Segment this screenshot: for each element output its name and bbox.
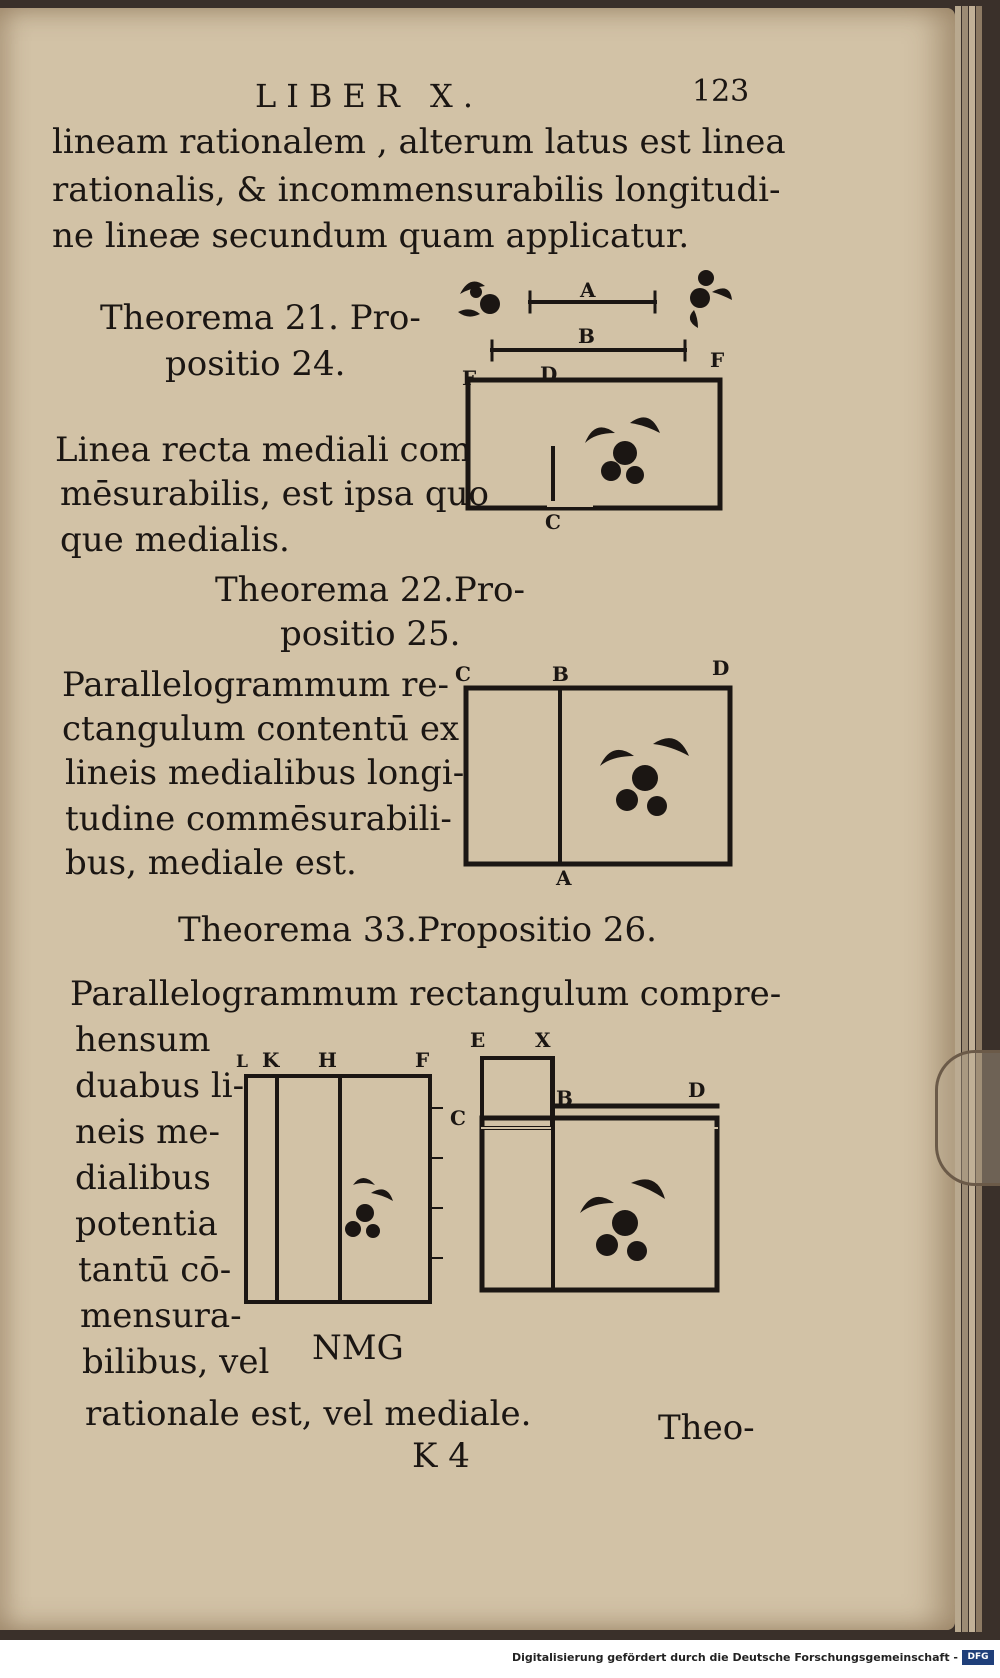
fleuron-icon [690, 270, 732, 328]
running-header: LIBER X. [255, 77, 483, 115]
fleuron-icon [458, 282, 500, 317]
page-edge [955, 6, 961, 1632]
label-f: F [462, 366, 477, 390]
footer-credit: Digitalisierung gefördert durch die Deutsche Forschungsgemeinschaft - [511, 1651, 958, 1664]
label-l: L [236, 1052, 248, 1072]
dfg-logo: DFG [962, 1650, 994, 1665]
theorem-22-text-2: ctangulum contentū ex [62, 709, 460, 749]
page-edge [976, 6, 982, 1632]
label-b: B [578, 324, 595, 348]
theorem-33-text-8: bilibus, vel [82, 1342, 270, 1382]
fleuron-icon [345, 1178, 393, 1238]
figure-2 [466, 688, 730, 864]
intro-line-2: rationalis, & incommensurabilis longitudi- [52, 170, 781, 210]
geometric-figures [0, 8, 955, 1630]
theorem-33-text-1: hensum [75, 1020, 211, 1060]
theorem-33-text-4: dialibus [75, 1158, 211, 1198]
theorem-21-heading: Theorema 21. Pro- [100, 298, 421, 338]
theorem-33-text-6: tantū cō- [78, 1250, 232, 1290]
rectangle-fd [468, 380, 720, 508]
theorem-33-text-first: Parallelogrammum rectangulum compre- [70, 974, 782, 1014]
label-a: A [580, 278, 596, 302]
label-c: C [455, 662, 471, 686]
footer-bar [0, 1640, 1000, 1678]
theorem-22-text-3: lineis medialibus longi- [65, 753, 465, 793]
label-f: F [710, 348, 725, 372]
fleuron-icon [585, 417, 660, 484]
fleuron-ornaments [345, 270, 732, 1261]
figure-3-right [482, 1058, 717, 1290]
theorem-22-text-5: bus, mediale est. [65, 843, 357, 883]
label-h: H [318, 1048, 337, 1072]
theorem-21-text-2: mēsurabilis, est ipsa quo [60, 474, 490, 514]
theorem-22-text-4: tudine commēsurabili- [65, 799, 452, 839]
theorem-33-text-7: mensura- [80, 1296, 242, 1336]
figure-3-left [246, 1076, 442, 1302]
label-a: A [556, 866, 572, 890]
theorem-22-heading: Theorema 22.Pro- [215, 570, 526, 610]
rectangle-cd [466, 688, 730, 864]
theorem-33-last-line: rationale est, vel mediale. [85, 1394, 532, 1434]
label-b: B [552, 662, 569, 686]
label-f: F [415, 1048, 430, 1072]
catchword: Theo- [658, 1408, 755, 1448]
page-edge [969, 6, 975, 1632]
fleuron-icon [580, 1179, 665, 1261]
theorem-22-text-1: Parallelogrammum re- [62, 665, 449, 705]
theorem-33-text-5: potentia [75, 1204, 218, 1244]
theorem-21-text-3: que medialis. [60, 520, 290, 560]
fleuron-icon [600, 738, 689, 816]
label-c: C [545, 510, 561, 534]
theorem-22-proposition: positio 25. [280, 614, 461, 654]
book-page [0, 8, 955, 1630]
theorem-33-heading: Theorema 33.Propositio 26. [178, 910, 657, 950]
label-x: X [535, 1028, 551, 1052]
intro-line-3: ne lineæ secundum quam applicatur. [52, 216, 690, 256]
label-d: D [540, 362, 558, 386]
theorem-21-text-1: Linea recta mediali com [55, 430, 472, 470]
label-k: K [262, 1048, 280, 1072]
page-number: 123 [692, 74, 750, 109]
theorem-33-text-3: neis me- [75, 1112, 220, 1152]
label-b: B [556, 1086, 573, 1110]
nmg-mark: NMG [312, 1328, 404, 1368]
label-d: D [712, 656, 730, 680]
label-e: E [470, 1028, 486, 1052]
signature-mark: K 4 [412, 1436, 470, 1476]
label-d: D [688, 1078, 706, 1102]
theorem-21-proposition: positio 24. [165, 344, 346, 384]
theorem-33-text-2: duabus li- [75, 1066, 245, 1106]
intro-line-1: lineam rationalem , alterum latus est linea [52, 122, 786, 162]
label-c: C [450, 1106, 466, 1130]
book-clasp [935, 1050, 1000, 1186]
page-edge [962, 6, 968, 1632]
